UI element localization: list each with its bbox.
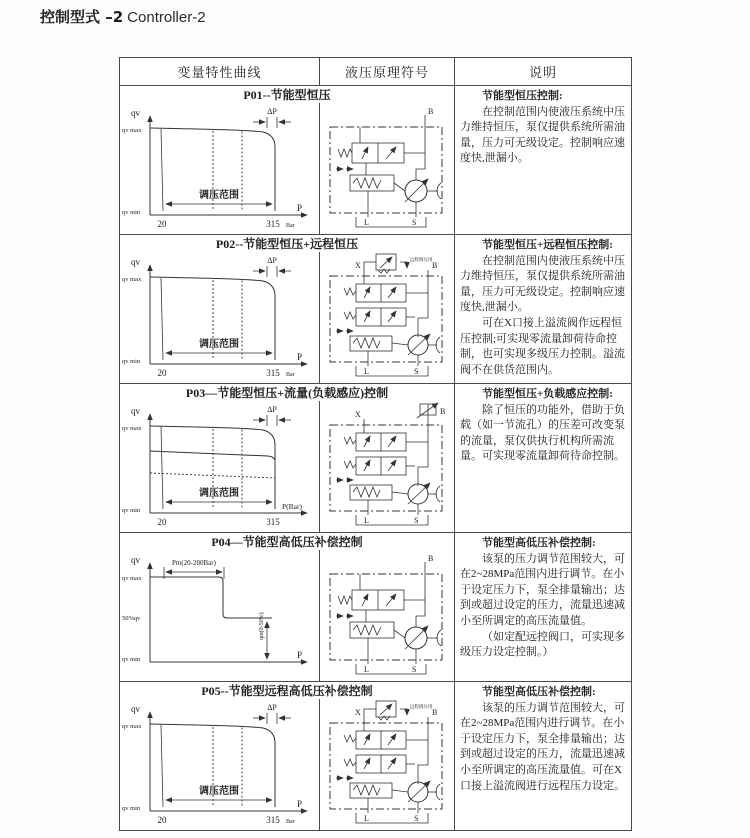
x-axis-label: P (297, 799, 303, 809)
bar-unit-label: Bar (286, 223, 295, 229)
p04-hydraulic-symbol (320, 550, 455, 681)
range-label: 调压范围 (199, 190, 239, 201)
range-label: 调压范围 (199, 339, 239, 350)
port-l-label: L (364, 814, 369, 823)
dp-label: ΔP (267, 703, 277, 712)
row-title-p05: P05--节能型远程高低压补偿控制 (120, 682, 455, 700)
dp-label: ΔP (267, 107, 277, 116)
qv-min-label: qv min (122, 507, 141, 514)
y-axis-label: qv (131, 406, 140, 416)
x-axis-label: P (297, 650, 303, 660)
desc-p2-p04: （如定配远控阀口，可实现多级压力设定控制。） (460, 630, 625, 659)
port-s-label: S (414, 367, 419, 376)
qv-min-label: qv min (122, 209, 141, 216)
y-axis-label: qv (131, 704, 140, 714)
port-s-label: S (412, 665, 417, 674)
header-row (120, 58, 632, 86)
port-b-label: B (440, 407, 446, 416)
y-axis-label: qv (131, 108, 140, 118)
remote-valve-label: 远程调压用 (410, 257, 433, 262)
dp-label: ΔP (267, 256, 277, 265)
desc-p1-p01: 在控制范围内使液压系统中压力维持恒压，泵仅提供系统所需油量，压力可无级设定。控制响应速度快,泄漏小。 (460, 105, 625, 165)
port-l-label: L (364, 218, 369, 227)
port-s-label: S (412, 218, 417, 227)
pm-range-label: Pm(20-280Bar) (172, 559, 216, 567)
desc-p02 (455, 235, 632, 384)
x-tick-315: 315 (266, 368, 280, 378)
table-row-p05 (120, 682, 632, 700)
y-axis-label: qv (131, 257, 140, 267)
half-qv-label: 50%qv (122, 615, 141, 622)
range-label: 调压范围 (199, 488, 239, 499)
symbol-cell-p04 (320, 550, 455, 682)
page-title (40, 6, 206, 27)
table-row-p02 (120, 235, 632, 253)
port-b-label: B (428, 554, 434, 563)
dp-label: ΔP (267, 405, 277, 414)
qv-max-label: qv max (122, 723, 142, 730)
desc-p03 (455, 384, 632, 533)
qv-max-label: qv max (122, 425, 142, 432)
header-curve: 变量特性曲线 (120, 58, 320, 86)
bar-unit-label: Bar (286, 372, 295, 378)
y-axis-label: qv (131, 555, 140, 565)
desc-head-p04: 节能型高低压补偿控制: (482, 537, 596, 549)
port-x-label: X (355, 410, 361, 419)
table-row-p04 (120, 533, 632, 551)
qv-max-label: qv max (122, 276, 142, 283)
qm-label: qm(0-50%) (259, 612, 265, 640)
qv-min-label: qv min (122, 358, 141, 365)
port-s-label: S (414, 516, 419, 525)
x-axis-label: P (297, 352, 303, 362)
desc-p04 (455, 533, 632, 682)
symbol-cell-p01 (320, 103, 455, 235)
port-x-label: X (355, 708, 361, 717)
row-title-p01: P01--节能型恒压 (120, 86, 455, 104)
port-l-label: L (364, 367, 369, 376)
x-tick-20: 20 (157, 815, 167, 825)
x-tick-20: 20 (157, 368, 167, 378)
qv-min-label: qv min (122, 805, 141, 812)
row-title-p04: P04—节能型高低压补偿控制 (120, 533, 455, 551)
x-tick-315: 315 (266, 517, 280, 527)
x-tick-315: 315 (266, 815, 280, 825)
symbol-cell-p02 (320, 252, 455, 384)
page-title-zh: 控制型式 –2 (40, 8, 124, 26)
desc-head-p02: 节能型恒压+远程恒压控制: (482, 239, 613, 251)
qv-max-label: qv max (122, 127, 142, 134)
x-axis-label: P (297, 203, 303, 213)
x-tick-315: 315 (266, 219, 280, 229)
range-label: 调压范围 (199, 786, 239, 797)
bar-unit-label: Bar (286, 819, 295, 825)
curve-cell-p04 (120, 550, 320, 682)
port-l-label: L (364, 516, 369, 525)
table-row-p01 (120, 86, 632, 104)
port-l-label: L (364, 665, 369, 674)
p02-curve-chart (120, 252, 320, 383)
p03-hydraulic-symbol (320, 401, 455, 532)
p01-hydraulic-symbol (320, 103, 455, 234)
x-axis-label: P(Bar) (282, 502, 302, 511)
header-desc: 说明 (455, 58, 632, 86)
port-b-label: B (432, 261, 438, 270)
desc-p05 (455, 682, 632, 831)
p03-curve-chart (120, 401, 320, 532)
header-symbol: 液压原理符号 (320, 58, 455, 86)
curve-cell-p01 (120, 103, 320, 235)
desc-p1-p05: 该泵的压力调节范围较大，可在2~28MPa范围内进行调节。在小于设定压力下，泵全排量输出；达到或超过设定的压力，流量迅速减小至所调定的高压流量值。可在X口接上溢流阀进行远程压力设定。 (460, 701, 625, 792)
desc-p1-p03: 除了恒压的功能外，借助于负载（如一节流孔）的压差可改变泵的流量，泵仅供执行机构所需流量。可实现零流量卸荷待命控制。 (460, 403, 625, 463)
desc-head-p03: 节能型恒压+负载感应控制: (482, 388, 613, 400)
x-tick-20: 20 (157, 219, 167, 229)
port-b-label: B (428, 107, 434, 116)
qv-min-label: qv min (122, 656, 141, 663)
curve-cell-p05 (120, 699, 320, 831)
p01-curve-chart (120, 103, 320, 234)
port-x-label: X (355, 261, 361, 270)
controller-spec-table (119, 57, 632, 831)
curve-cell-p02 (120, 252, 320, 384)
p05-curve-chart (120, 699, 320, 830)
symbol-cell-p05 (320, 699, 455, 831)
symbol-cell-p03 (320, 401, 455, 533)
row-title-p02: P02--节能型恒压+远程恒压 (120, 235, 455, 253)
desc-p1-p02: 在控制范围内使液压系统中压力维持恒压，泵仅提供系统所需油量，压力可无级设定。控制响应速度快,泄漏小。 (460, 254, 625, 314)
port-s-label: S (414, 814, 419, 823)
page-title-en: Controller-2 (127, 9, 206, 26)
desc-head-p01: 节能型恒压控制: (482, 90, 563, 102)
p05-hydraulic-symbol (320, 699, 455, 830)
curve-cell-p03 (120, 401, 320, 533)
qv-max-label: qv max (122, 575, 142, 582)
table-row-p03 (120, 384, 632, 402)
p02-hydraulic-symbol (320, 252, 455, 383)
port-b-label: B (432, 708, 438, 717)
desc-p2-p02: 可在X口接上溢流阀作远程恒压控制;可实现零流量卸荷待命控制，也可实现多级压力控制。溢流阀不在供货范围内。 (460, 317, 625, 376)
desc-p1-p04: 该泵的压力调节范围较大，可在2~28MPa范围内进行调节。在小于设定压力下，泵全排量输出；达到或超过设定的压力，流量迅速减小至所调定的高压流量值。 (460, 552, 625, 628)
remote-valve-label: 远程调压用 (410, 704, 433, 709)
desc-head-p05: 节能型高低压补偿控制: (482, 686, 596, 698)
p04-curve-chart (120, 550, 320, 681)
row-title-p03: P03—节能型恒压+流量(负载感应)控制 (120, 384, 455, 402)
desc-p01 (455, 86, 632, 235)
x-tick-20: 20 (157, 517, 167, 527)
